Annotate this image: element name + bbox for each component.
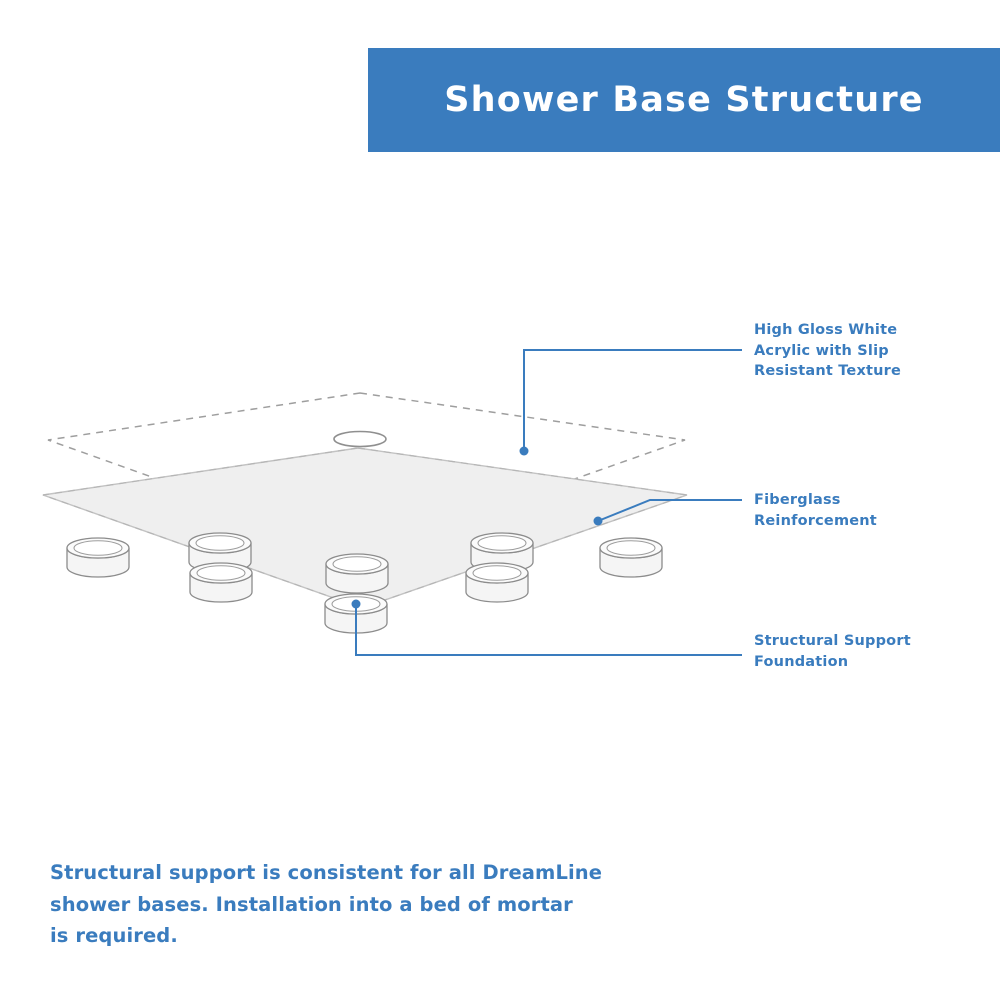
callout-support-line1: Structural Support xyxy=(754,633,911,649)
leader-dot-acrylic xyxy=(520,447,529,456)
support-ring xyxy=(190,563,252,602)
callout-acrylic-line1: High Gloss White xyxy=(754,322,898,338)
callout-fiberglass xyxy=(754,490,984,531)
support-ring xyxy=(466,563,528,602)
callout-support xyxy=(754,631,984,672)
page-title: Shower Base Structure xyxy=(444,80,924,120)
drain-opening-icon xyxy=(334,432,386,447)
callout-fiberglass-line1: Fiberglass xyxy=(754,492,841,508)
callout-acrylic-line3: Resistant Texture xyxy=(754,363,902,380)
footer-note-line3: is required. xyxy=(50,924,178,948)
leader-line-acrylic xyxy=(524,350,742,451)
footer-note-line2: shower bases. Installation into a bed of mortar xyxy=(50,892,573,916)
support-ring xyxy=(326,554,388,593)
footer-note-line1: Structural support is consistent for all DreamLine xyxy=(50,861,603,884)
callout-fiberglass-line2: Reinforcement xyxy=(754,512,877,529)
callout-acrylic xyxy=(754,320,984,382)
support-ring xyxy=(67,538,129,577)
leader-dot-fiberglass xyxy=(594,517,603,526)
callout-acrylic-line2: Acrylic with Slip xyxy=(754,342,889,359)
footer-note xyxy=(50,857,670,952)
leader-dot-support xyxy=(352,600,361,609)
callout-support-line2: Foundation xyxy=(754,653,849,670)
support-ring xyxy=(600,538,662,577)
leader-line-support xyxy=(356,604,742,655)
